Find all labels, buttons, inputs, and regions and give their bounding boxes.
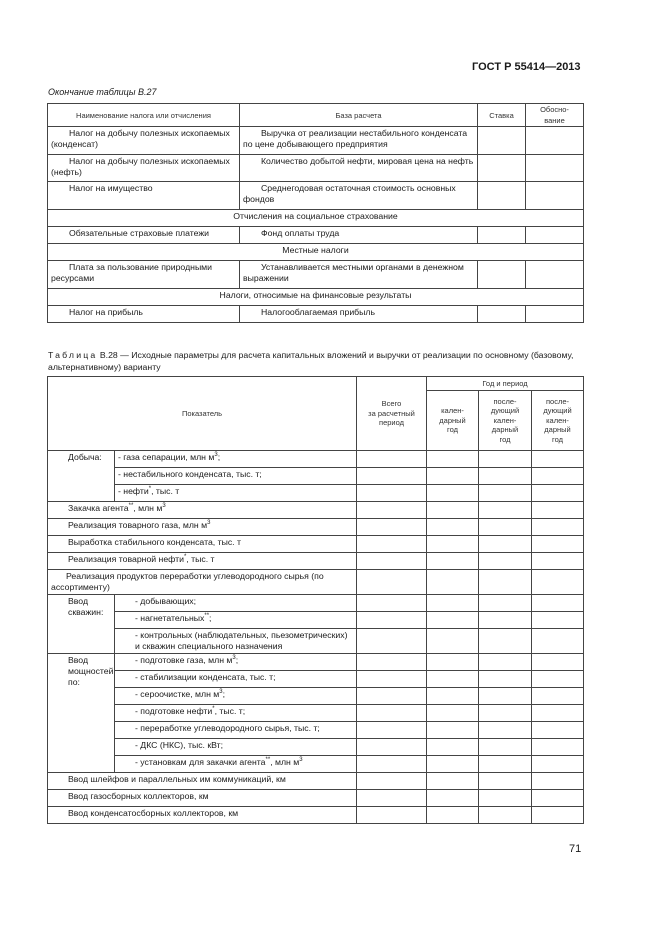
page-number: 71: [569, 843, 582, 855]
table-row: [48, 519, 584, 536]
row-label: - газа сепарации, млн $м^3$;: [115, 451, 357, 468]
table-header-row: [48, 104, 584, 127]
group-label-capacities: Ввод мощностей по:: [48, 654, 115, 773]
table-row: [48, 612, 584, 629]
table-row: [48, 570, 584, 595]
table-row: [48, 553, 584, 570]
rate-cell: [478, 306, 526, 323]
group-label-production: Добыча:: [48, 451, 115, 502]
col-header-indicator: Показатель: [48, 377, 357, 451]
tax-name: Налог на имущество: [48, 182, 240, 210]
section-title: Местные налоги: [48, 244, 584, 261]
col-header-base: База расчета: [240, 104, 478, 127]
table-row: [48, 306, 584, 323]
rate-cell: [478, 182, 526, 210]
row-label: - подготовке нефти*, тыс. т;: [115, 705, 357, 722]
col-header-year-period: Год и период: [427, 377, 584, 391]
row-label: Ввод конденсатосборных коллекторов, км: [48, 807, 357, 824]
row-label: - установкам для закачки агента**, млн $м^3$: [115, 756, 357, 773]
col-header-calendar-year: кален- дарный год: [427, 391, 479, 451]
tax-base: Среднегодовая остаточная стоимость основных фондов: [240, 182, 478, 210]
table-row: [48, 227, 584, 244]
table-row: [48, 261, 584, 289]
table-row: [48, 155, 584, 182]
standard-number: ГОСТ Р 55414—2013: [472, 61, 581, 73]
row-label: Реализация продуктов переработки углеводородного сырья (по ассортименту): [48, 570, 357, 595]
row-label: Выработка стабильного конденсата, тыс. т: [48, 536, 357, 553]
justification-cell: [526, 127, 584, 155]
table-row: [48, 502, 584, 519]
table-row: [48, 536, 584, 553]
section-row: [48, 289, 584, 306]
col-header-tax-name: Наименование налога или отчисления: [48, 104, 240, 127]
col-header-total: Всего за расчетный период: [357, 377, 427, 451]
row-label: - переработке углеводородного сырья, тыс. т;: [115, 722, 357, 739]
table-row: [48, 468, 584, 485]
row-label: - нефти*, тыс. т: [115, 485, 357, 502]
row-label: - нестабильного конденсата, тыс. т;: [115, 468, 357, 485]
col-header-next-year: после- дующий кален- дарный год: [479, 391, 532, 451]
row-label: - сероочистке, млн $м^3$;: [115, 688, 357, 705]
table-row: [48, 127, 584, 155]
tax-name: Налог на добычу полезных ископаемых (конденсат): [48, 127, 240, 155]
justification-cell: [526, 182, 584, 210]
col-header-next-year: после- дующий кален- дарный год: [532, 391, 584, 451]
caption-text: В.28 — Исходные параметры для расчета капитальных вложений и выручки от реализации по основному (базовому, альтернативному) варианту: [48, 350, 574, 372]
tax-name: Обязательные страховые платежи: [48, 227, 240, 244]
table-header-row: [48, 377, 584, 391]
tax-table: [47, 103, 584, 323]
row-label: Реализация товарной нефти*, тыс. т: [48, 553, 357, 570]
table-row: [48, 671, 584, 688]
row-label: - добывающих;: [115, 595, 357, 612]
tax-base: Количество добытой нефти, мировая цена на нефть: [240, 155, 478, 182]
section-title: Отчисления на социальное страхование: [48, 210, 584, 227]
table-row: [48, 629, 584, 654]
col-header-justification: Обосно- вание: [526, 104, 584, 127]
row-label: - ДКС (НКС), тыс. кВт;: [115, 739, 357, 756]
row-label: - подготовке газа, млн $м^3$;: [115, 654, 357, 671]
tax-base: Выручка от реализации нестабильного конденсата по цене добывающего предприятия: [240, 127, 478, 155]
section-row: [48, 244, 584, 261]
caption-prefix: Таблица: [48, 350, 98, 360]
table-row: [48, 705, 584, 722]
rate-cell: [478, 127, 526, 155]
table-row: [48, 182, 584, 210]
col-header-rate: Ставка: [478, 104, 526, 127]
table-continuation-label: Окончание таблицы В.27: [48, 87, 157, 97]
justification-cell: [526, 227, 584, 244]
table-row: [48, 654, 584, 671]
row-label: - контрольных (наблюдательных, пьезометрических) и скважин специального назначения: [115, 629, 357, 654]
row-label: Ввод газосборных коллекторов, км: [48, 790, 357, 807]
table-row: [48, 790, 584, 807]
section-title: Налоги, относимые на финансовые результаты: [48, 289, 584, 306]
section-row: [48, 210, 584, 227]
row-label: Реализация товарного газа, млн $м^3$: [48, 519, 357, 536]
tax-name: Плата за пользование природными ресурсами: [48, 261, 240, 289]
table-row: [48, 739, 584, 756]
row-label: - нагнетательных**;: [115, 612, 357, 629]
group-label-wells: Ввод скважин:: [48, 595, 115, 654]
parameters-table: [47, 376, 584, 824]
table-row: [48, 451, 584, 468]
justification-cell: [526, 155, 584, 182]
tax-base: Устанавливается местными органами в денежном выражении: [240, 261, 478, 289]
rate-cell: [478, 227, 526, 244]
justification-cell: [526, 261, 584, 289]
table-caption: [48, 349, 582, 373]
table-row: [48, 807, 584, 824]
row-label: - стабилизации конденсата, тыс. т;: [115, 671, 357, 688]
tax-base: Фонд оплаты труда: [240, 227, 478, 244]
tax-name: Налог на прибыль: [48, 306, 240, 323]
row-label: Ввод шлейфов и параллельных им коммуникаций, км: [48, 773, 357, 790]
table-row: [48, 688, 584, 705]
table-row: [48, 485, 584, 502]
tax-name: Налог на добычу полезных ископаемых (нефть): [48, 155, 240, 182]
justification-cell: [526, 306, 584, 323]
table-row: [48, 773, 584, 790]
rate-cell: [478, 261, 526, 289]
tax-base: Налогооблагаемая прибыль: [240, 306, 478, 323]
table-row: [48, 756, 584, 773]
rate-cell: [478, 155, 526, 182]
table-row: [48, 722, 584, 739]
table-row: [48, 595, 584, 612]
row-label: Закачка агента**, млн $м^3$: [48, 502, 357, 519]
